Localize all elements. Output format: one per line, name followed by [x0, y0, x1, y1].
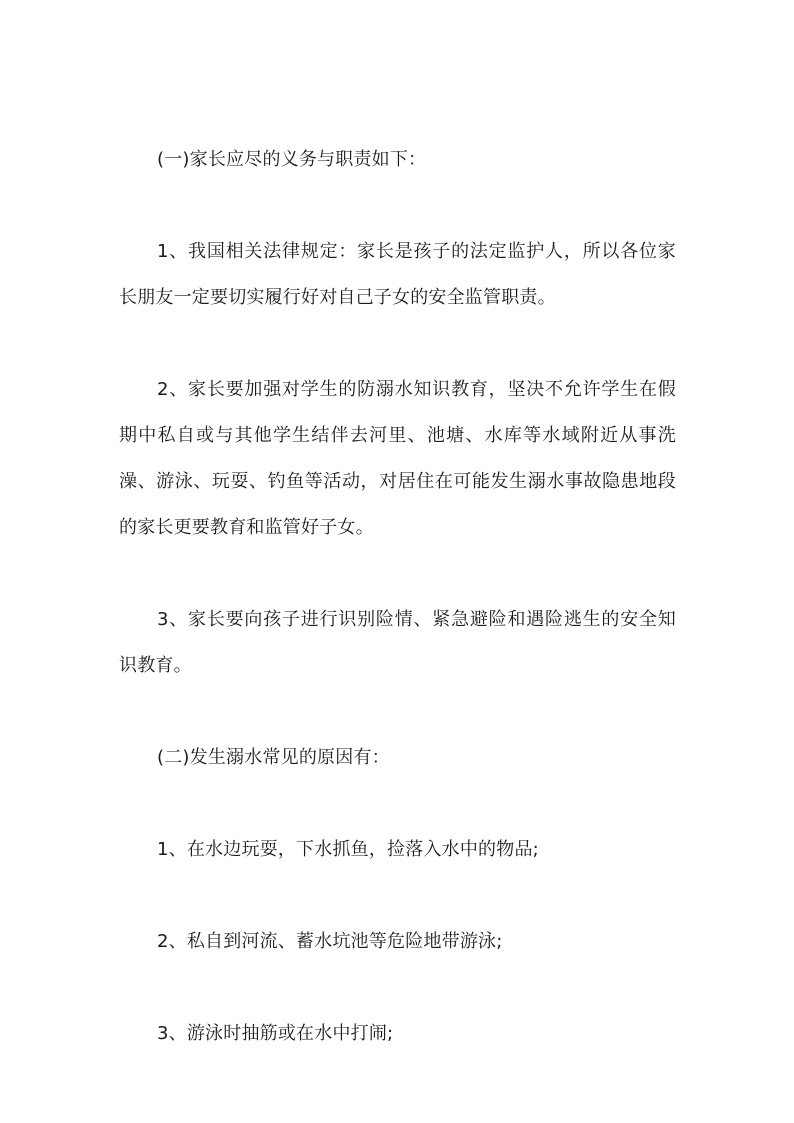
section-heading-duties: (一)家长应尽的义务与职责如下： — [157, 149, 427, 170]
duty-item-1: 1、我国相关法律规定：家长是孩子的法定监护人，所以各位家长朋友一定要切实履行好对自己子女的安全监管职责。 — [119, 241, 676, 308]
cause-item-1: 1、在水边玩耍，下水抓鱼，捡落入水中的物品; — [157, 839, 539, 860]
cause-item-3: 3、游泳时抽筋或在水中打闹; — [157, 1023, 394, 1044]
cause-item-2: 2、私自到河流、蓄水坑池等危险地带游泳; — [157, 931, 503, 952]
duty-item-2: 2、家长要加强对学生的防溺水知识教育，坚决不允许学生在假期中私自或与其他学生结伴去河里、池塘、水库等水域附近从事洗澡、游泳、玩耍、钓鱼等活动，对居住在可能发生溺水事故隐患地段的家长更要教育和监管好子女。 — [119, 379, 676, 538]
section-heading-causes: (二)发生溺水常见的原因有： — [157, 747, 390, 768]
document-body — [119, 137, 676, 1057]
duty-item-3: 3、家长要向孩子进行识别险情、紧急避险和遇险逃生的安全知识教育。 — [119, 609, 676, 676]
